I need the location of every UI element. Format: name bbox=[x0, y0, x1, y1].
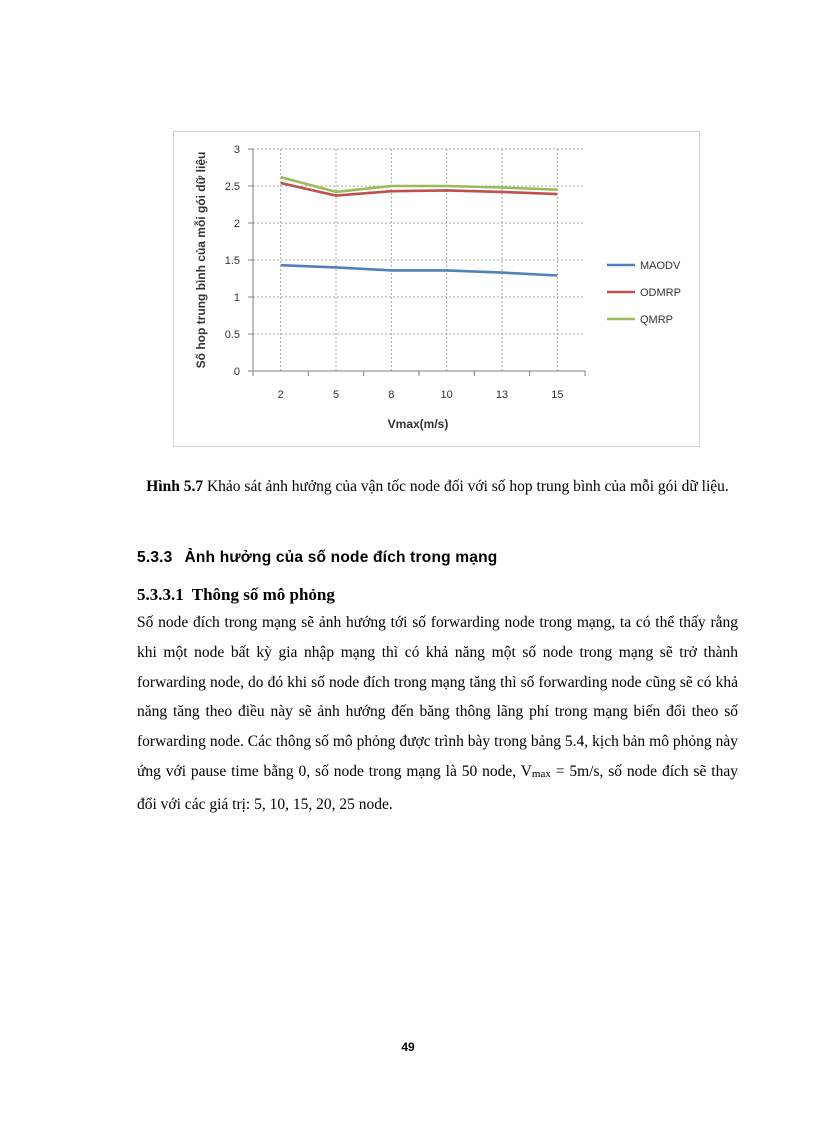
section-title: Ảnh hưởng của số node đích trong mạng bbox=[184, 549, 498, 566]
y-tick-label: 2 bbox=[233, 218, 240, 230]
paragraph-part-2: = 5m/s, số node đích sẽ thay đổi với các giá trị: 5, 10, 15, 20, 25 node. bbox=[137, 762, 738, 813]
y-axis-title: Số hop trung bình của mỗi gói dữ liệu bbox=[194, 151, 208, 369]
y-tick-label: 0 bbox=[233, 366, 240, 378]
subsection-title: Thông số mô phỏng bbox=[191, 585, 335, 604]
subsection-number: 5.3.3.1 bbox=[137, 585, 184, 604]
x-tick-label: 10 bbox=[440, 389, 453, 401]
figure-label: Hình 5.7 bbox=[146, 478, 204, 495]
x-tick-label: 5 bbox=[332, 389, 340, 401]
x-tick-label: 13 bbox=[495, 389, 509, 401]
legend-label-maodv: MAODV bbox=[640, 260, 681, 272]
x-tick-label: 8 bbox=[388, 389, 395, 401]
page-number: 49 bbox=[401, 1040, 415, 1054]
line-chart bbox=[174, 132, 701, 448]
subsection-heading bbox=[137, 585, 335, 605]
series-line-maodv bbox=[281, 265, 558, 275]
section-number: 5.3.3 bbox=[137, 549, 173, 566]
vmax-subscript: max bbox=[531, 767, 551, 780]
x-axis-title: Vmax(m/s) bbox=[387, 417, 449, 431]
body-paragraph bbox=[137, 608, 738, 820]
y-tick-label: 1 bbox=[233, 292, 240, 304]
y-tick-label: 2.5 bbox=[224, 181, 240, 193]
x-tick-label: 2 bbox=[277, 389, 284, 401]
chart-figure bbox=[173, 131, 700, 447]
section-heading bbox=[137, 549, 497, 567]
legend-label-odmrp: ODMRP bbox=[640, 287, 681, 299]
x-tick-label: 15 bbox=[551, 389, 564, 401]
y-tick-label: 0.5 bbox=[224, 329, 240, 341]
y-tick-label: 1.5 bbox=[224, 255, 240, 267]
figure-caption bbox=[140, 472, 735, 501]
legend-label-qmrp: QMRP bbox=[640, 314, 673, 326]
paragraph-part-1: Số node đích trong mạng sẽ ảnh hướng tới số forwarding node trong mạng, ta có thể thấy rằng khi một node bất kỳ gia nhập mạng thì có khả năng một số node trong mạng sẽ trở thành forwarding node, do đó khi số node đích trong mạng tăng thì số forwarding node cũng sẽ có khả năng tăng theo điều này sẽ ảnh hướng đến băng thông lãng phí trong mạng biến đổi theo số forwarding node. Các thông số mô phỏng được trình bày trong bảng 5.4, kịch bản mô phỏng này ứng với pause time bằng 0, số node trong mạng là 50 node, V bbox=[137, 614, 738, 780]
figure-caption-text: Khảo sát ảnh hưởng của vận tốc node đối với số hop trung bình của mỗi gói dữ liệu. bbox=[203, 478, 729, 495]
y-tick-label: 3 bbox=[233, 144, 240, 156]
